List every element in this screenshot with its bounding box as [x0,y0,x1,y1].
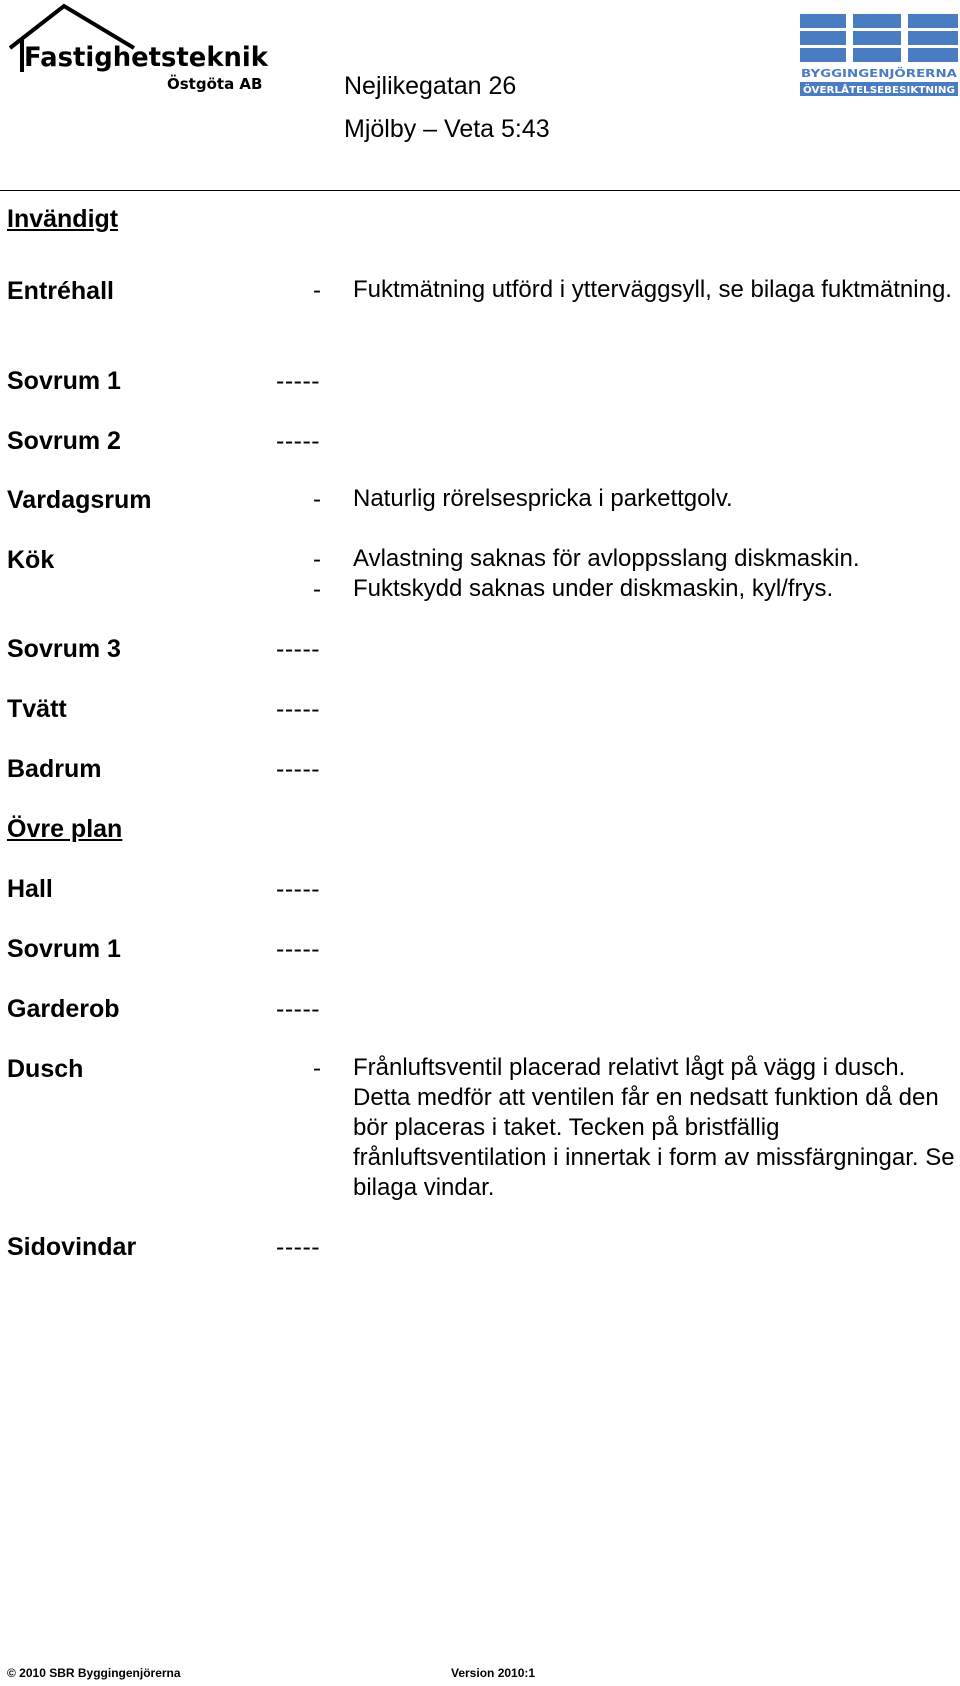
room-entrehall-dash: - [313,277,321,304]
room-dusch-label: Dusch [7,1055,84,1083]
room-sovrum1-status: ----- [276,367,321,395]
logo-left-main: Fastighetsteknik [24,42,269,73]
room-vardagsrum-label: Vardagsrum [7,486,152,514]
room-tvatt-label: Tvätt [7,695,67,723]
room-tvatt-status: ----- [276,695,321,723]
room-sovrum2-label: Sovrum 2 [7,427,121,455]
sbr-logo [800,14,958,98]
room-kok-note-2: Fuktskydd saknas under diskmaskin, kyl/frys. [353,575,834,602]
room-kok-label: Kök [7,546,55,574]
logo-right-line1: BYGGINGENJÖRERNA [801,67,930,80]
room-entrehall-note: Fuktmätning utförd i ytterväggsyll, se bilaga fuktmätning. [353,276,952,303]
room-sovrum3-label: Sovrum 3 [7,635,121,663]
room-badrum-status: ----- [276,755,321,783]
room-kok-note-1: Avlastning saknas för avloppsslang diskmaskin. [353,545,860,572]
room-kok-dash-1: - [313,546,321,573]
logo-left-sub: Östgöta AB [167,75,263,93]
room-ovre-sovrum1-label: Sovrum 1 [7,935,121,963]
room-sidovindar-label: Sidovindar [7,1233,137,1261]
address-line-2: Mjölby – Veta 5:43 [344,115,550,143]
room-vardagsrum-note: Naturlig rörelsespricka i parkettgolv. [353,485,733,512]
room-sovrum2-status: ----- [276,427,321,455]
room-sovrum3-status: ----- [276,635,321,663]
section-invandigt: Invändigt [7,205,119,233]
logo-right-line2: ÖVERLÅTELSEBESIKTNING [803,85,951,96]
header-divider [0,190,960,191]
room-hall-label: Hall [7,875,53,903]
fastighetsteknik-logo [6,2,271,94]
footer-version: Version 2010:1 [451,1666,536,1680]
footer-copyright: © 2010 SBR Byggingenjörerna [7,1666,181,1680]
room-dusch-dash: - [313,1055,321,1082]
room-vardagsrum-dash: - [313,486,321,513]
section-ovre-plan: Övre plan [7,815,123,843]
room-badrum-label: Badrum [7,755,102,783]
room-ovre-sovrum1-status: ----- [276,935,321,963]
room-entrehall-label: Entréhall [7,277,114,305]
room-sidovindar-status: ----- [276,1233,321,1261]
room-garderob-status: ----- [276,995,321,1023]
room-sovrum1-label: Sovrum 1 [7,367,121,395]
room-kok-dash-2: - [313,576,321,603]
room-dusch-note: Frånluftsventil placerad relativt lågt på vägg i dusch. Detta medför att ventilen får en nedsatt funktion då den bör placeras i taket. Tecken på bristfällig frånluftsventilation i innertak i form av missfärgningar. Se bilaga vindar. [353,1054,955,1201]
address-line-1: Nejlikegatan 26 [344,72,517,100]
room-hall-status: ----- [276,875,321,903]
room-garderob-label: Garderob [7,995,120,1023]
